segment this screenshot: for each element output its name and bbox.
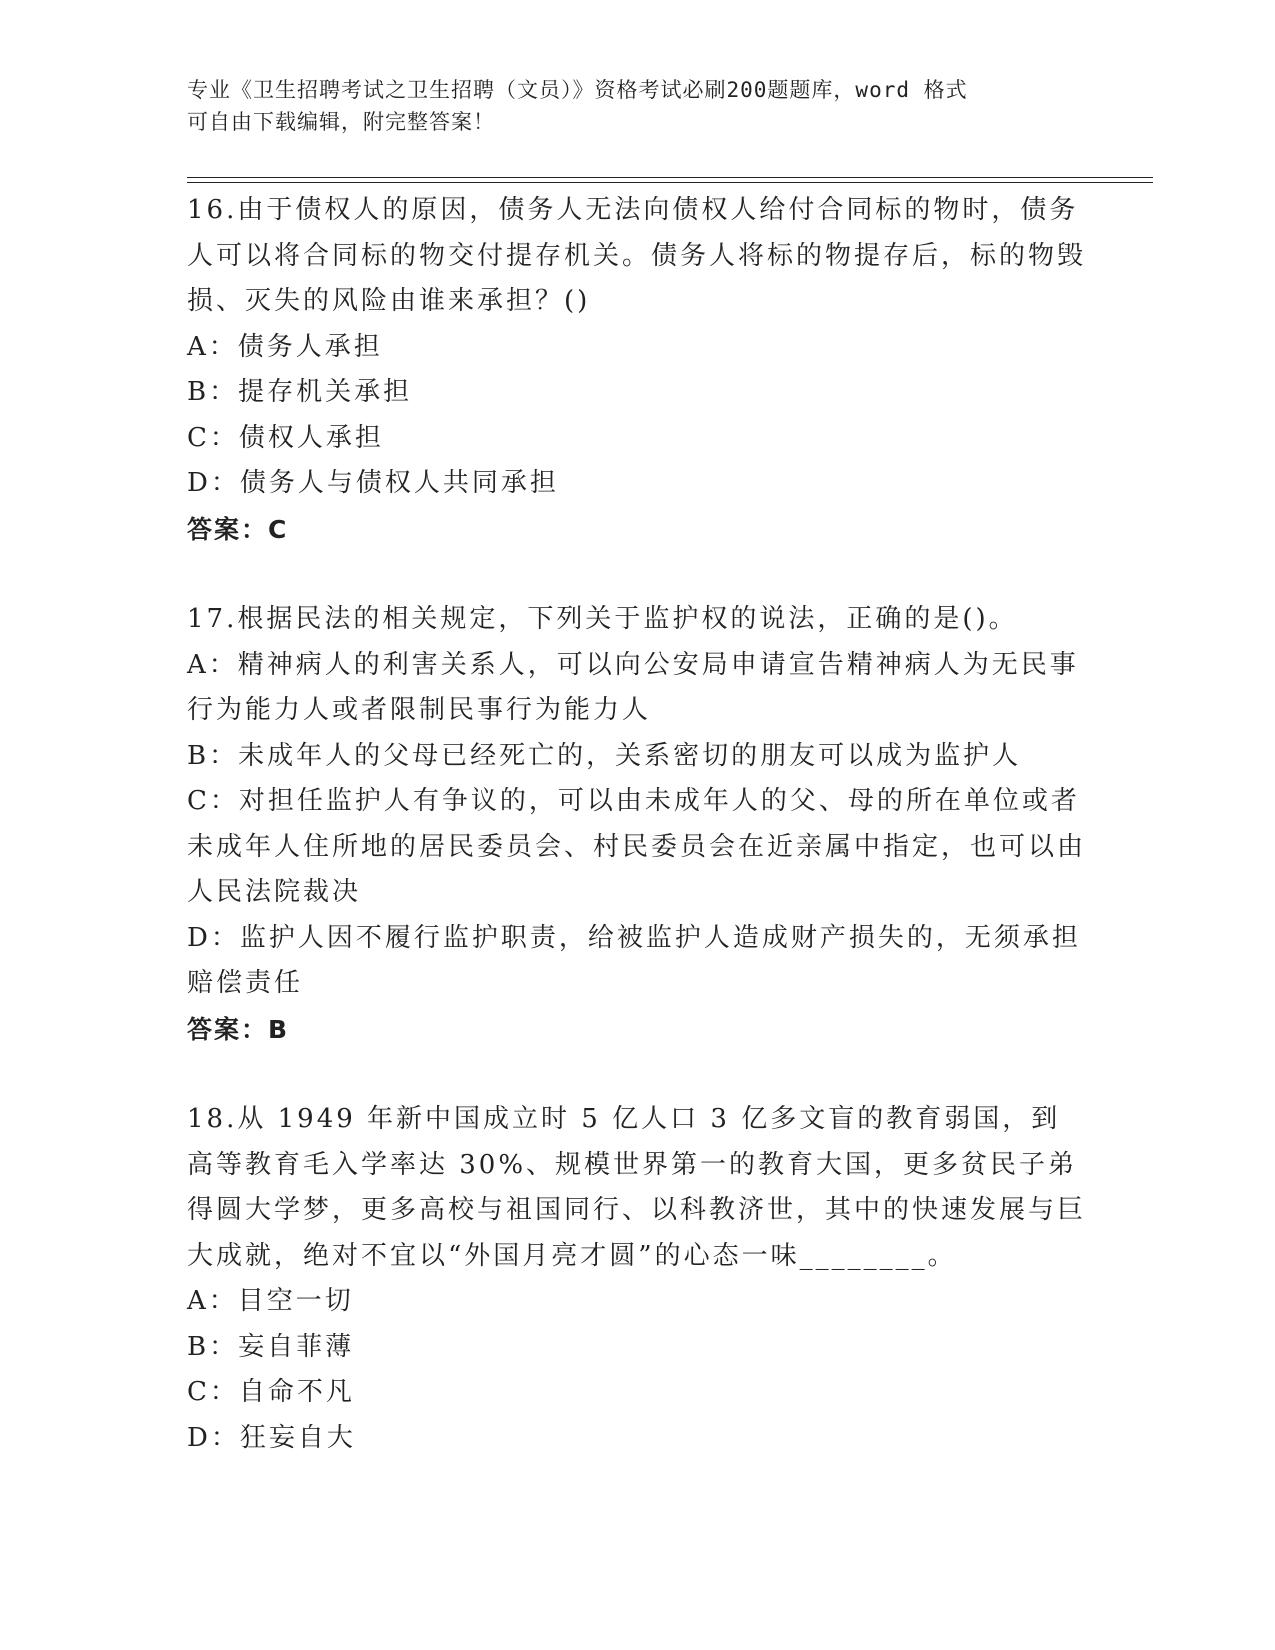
option-b: B：提存机关承担 bbox=[187, 377, 413, 407]
question-18 bbox=[187, 1097, 1087, 1461]
option-d: D：狂妄自大 bbox=[187, 1422, 356, 1453]
option-a: A：债务人承担 bbox=[187, 331, 383, 362]
header-divider-bottom bbox=[187, 182, 1153, 183]
option-a: A：精神病人的利害关系人，可以向公安局申请宣告精神病人为无民事行为能力人或者限制民事行为能力人 bbox=[187, 649, 1079, 725]
spacer bbox=[187, 552, 1087, 597]
question-stem: 17.根据民法的相关规定，下列关于监护权的说法，正确的是()。 bbox=[187, 604, 1018, 634]
question-stem: 16.由于债权人的原因，债务人无法向债权人给付合同标的物时，债务人可以将合同标的物交付提存机关。债务人将标的物提存后，标的物毁损、灭失的风险由谁来承担？() bbox=[187, 195, 1087, 316]
spacer bbox=[187, 1052, 1087, 1097]
header-divider-top bbox=[187, 177, 1153, 178]
header-line-2: 可自由下载编辑，附完整答案！ bbox=[187, 110, 495, 134]
option-d: D：监护人因不履行监护职责，给被监护人造成财产损失的，无须承担赔偿责任 bbox=[187, 922, 1081, 998]
question-16 bbox=[187, 188, 1087, 552]
document-header bbox=[187, 74, 1067, 138]
option-b: B：妄自菲薄 bbox=[187, 1331, 355, 1362]
answer: 答案：C bbox=[187, 514, 289, 544]
question-stem: 18.从 1949 年新中国成立时 5 亿人口 3 亿多文盲的教育弱国，到高等教育毛入学率达 30%、规模世界第一的教育大国，更多贫民子弟得圆大学梦，更多高校与祖国同行、以科教济世，其中的快速发展与巨大成就，绝对不宜以“外国月亮才圆”的心态一味________。 bbox=[187, 1104, 1087, 1271]
answer: 答案：B bbox=[187, 1014, 290, 1044]
option-b: B：未成年人的父母已经死亡的，关系密切的朋友可以成为监护人 bbox=[187, 740, 1022, 771]
option-a: A：目空一切 bbox=[187, 1286, 354, 1316]
option-c: C：自命不凡 bbox=[187, 1377, 355, 1407]
option-c: C：对担任监护人有争议的，可以由未成年人的父、母的所在单位或者未成年人住所地的居民委员会、村民委员会在近亲属中指定，也可以由人民法院裁决 bbox=[187, 786, 1087, 907]
option-d: D：债务人与债权人共同承担 bbox=[187, 468, 559, 498]
option-c: C：债权人承担 bbox=[187, 422, 384, 453]
question-17 bbox=[187, 597, 1087, 1052]
header-line-1: 专业《卫生招聘考试之卫生招聘（文员）》资格考试必刷200题题库，word 格式 bbox=[187, 78, 968, 102]
question-list bbox=[187, 188, 1087, 1461]
